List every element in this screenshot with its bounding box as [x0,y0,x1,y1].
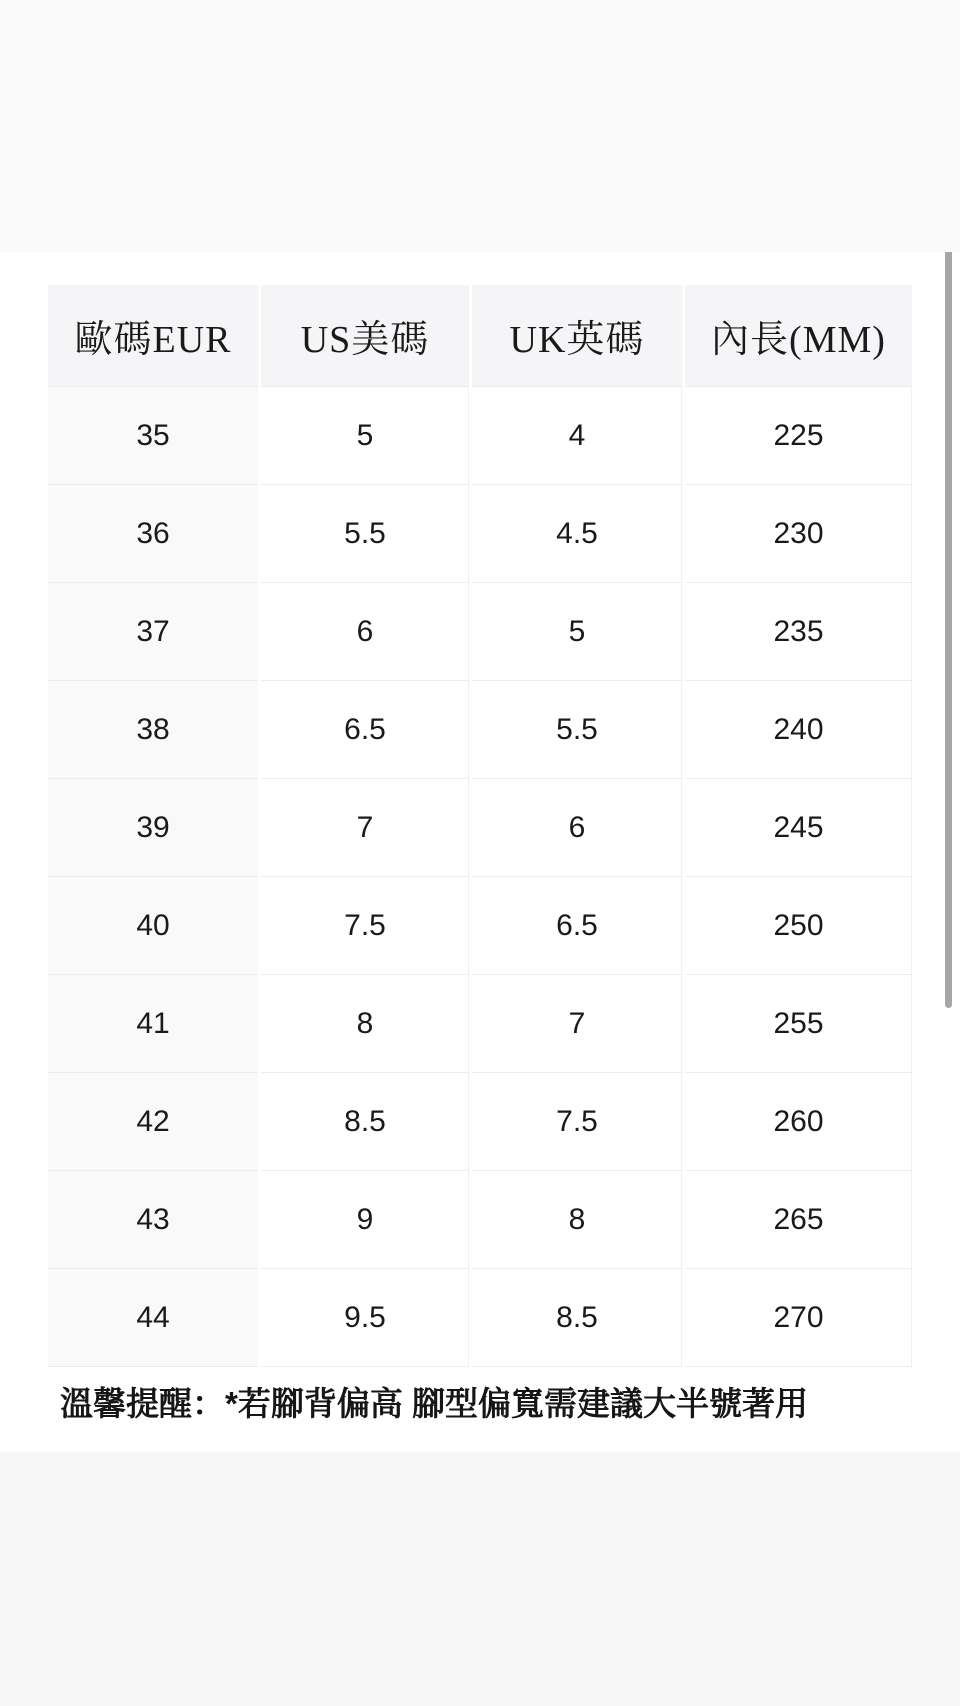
cell-uk: 7 [472,975,682,1073]
cell-eur: 43 [48,1171,258,1269]
cell-eur: 39 [48,779,258,877]
cell-uk: 5 [472,583,682,681]
cell-mm: 250 [685,877,912,975]
bottom-spacer [0,1452,960,1706]
cell-mm: 260 [685,1073,912,1171]
cell-uk: 8 [472,1171,682,1269]
cell-uk: 4.5 [472,485,682,583]
cell-us: 6 [261,583,469,681]
column-header-mm: 內長(MM) [685,285,912,387]
cell-eur: 41 [48,975,258,1073]
cell-us: 7 [261,779,469,877]
cell-us: 8 [261,975,469,1073]
cell-mm: 230 [685,485,912,583]
top-spacer [0,0,960,252]
cell-us: 9 [261,1171,469,1269]
cell-eur: 35 [48,387,258,485]
cell-uk: 4 [472,387,682,485]
cell-mm: 225 [685,387,912,485]
column-header-uk: UK英碼 [472,285,682,387]
cell-mm: 235 [685,583,912,681]
cell-eur: 37 [48,583,258,681]
cell-us: 5.5 [261,485,469,583]
scrollbar-thumb[interactable] [945,252,952,1008]
cell-mm: 245 [685,779,912,877]
column-header-us: US美碼 [261,285,469,387]
column-header-eur: 歐碼EUR [48,285,258,387]
cell-uk: 7.5 [472,1073,682,1171]
cell-uk: 5.5 [472,681,682,779]
cell-eur: 40 [48,877,258,975]
cell-us: 9.5 [261,1269,469,1367]
cell-uk: 6.5 [472,877,682,975]
cell-us: 6.5 [261,681,469,779]
size-table [48,285,912,1367]
cell-mm: 270 [685,1269,912,1367]
cell-eur: 42 [48,1073,258,1171]
cell-eur: 36 [48,485,258,583]
cell-us: 8.5 [261,1073,469,1171]
cell-us: 5 [261,387,469,485]
cell-mm: 255 [685,975,912,1073]
cell-eur: 44 [48,1269,258,1367]
cell-eur: 38 [48,681,258,779]
cell-uk: 8.5 [472,1269,682,1367]
cell-us: 7.5 [261,877,469,975]
cell-uk: 6 [472,779,682,877]
cell-mm: 265 [685,1171,912,1269]
size-note: 溫馨提醒：*若腳背偏高 腳型偏寬需建議大半號著用 [60,1385,809,1422]
cell-mm: 240 [685,681,912,779]
